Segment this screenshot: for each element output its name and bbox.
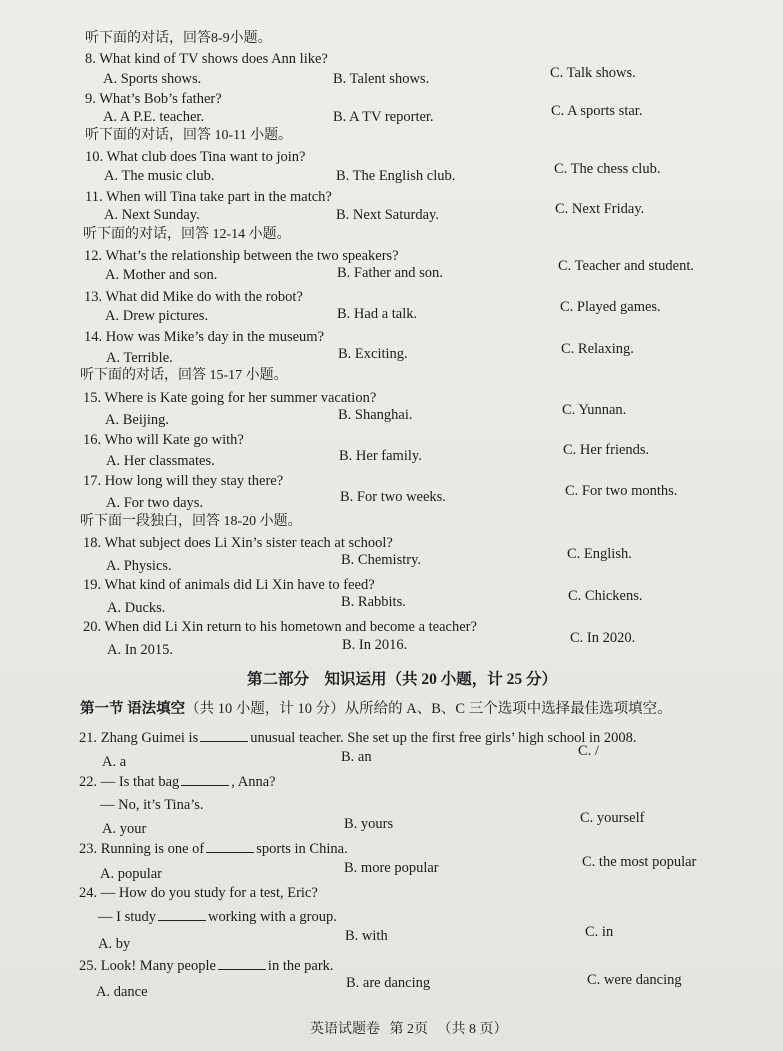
question-22-option-b: B. yours: [344, 816, 394, 832]
question-25-option-c: C. were dancing: [587, 972, 682, 988]
question-22-stem: [79, 773, 276, 791]
question-21-text-after: unusual teacher. She set up the first free girls’ high school in 2008.: [250, 730, 637, 746]
question-11-stem: 11. When will Tina take part in the match?: [85, 189, 332, 205]
question-12-option-c: C. Teacher and student.: [558, 258, 695, 274]
question-15-option-c: C. Yunnan.: [562, 402, 627, 418]
question-22-option-c: C. yourself: [580, 810, 645, 826]
group-heading-10-11: 听下面的对话，回答 10-11 小题。: [85, 128, 293, 143]
question-21-option-a: A. a: [102, 754, 127, 770]
question-9-option-a: A. A P.E. teacher.: [103, 109, 205, 125]
question-24-stem: 24. — How do you study for a test, Eric?: [79, 885, 318, 901]
question-23-text-before: 23. Running is one of: [79, 841, 205, 857]
question-20-option-c: C. In 2020.: [570, 630, 636, 646]
question-10-stem: 10. What club does Tina want to join?: [85, 149, 306, 165]
question-18-option-c: C. English.: [567, 546, 632, 562]
question-9-stem: 9. What’s Bob’s father?: [85, 91, 222, 107]
question-25-text-before: 25. Look! Many people: [79, 958, 216, 974]
question-25-option-b: B. are dancing: [346, 975, 431, 991]
question-17-option-a: A. For two days.: [106, 495, 204, 511]
question-20-option-a: A. In 2015.: [107, 642, 174, 658]
question-17-option-b: B. For two weeks.: [340, 489, 446, 505]
question-9-option-c: C. A sports star.: [551, 103, 643, 119]
question-24-option-c: C. in: [585, 924, 614, 940]
question-19-option-c: C. Chickens.: [568, 588, 643, 604]
question-18-option-b: B. Chemistry.: [341, 552, 422, 568]
question-21-option-c: C. /: [578, 743, 599, 759]
question-13-option-c: C. Played games.: [560, 299, 661, 315]
question-13-option-a: A. Drew pictures.: [105, 308, 209, 324]
question-14-option-c: C. Relaxing.: [561, 341, 634, 357]
question-23-option-a: A. popular: [100, 866, 163, 882]
question-11-option-a: A. Next Sunday.: [104, 207, 200, 223]
question-24-reply: [98, 908, 337, 926]
question-22-option-a: A. your: [102, 821, 147, 837]
question-14-stem: 14. How was Mike’s day in the museum?: [84, 329, 325, 345]
question-22-text-before: 22. — Is that bag: [79, 774, 180, 790]
question-8-option-a: A. Sports shows.: [103, 71, 202, 87]
question-12-option-a: A. Mother and son.: [105, 267, 218, 283]
question-8-option-b: B. Talent shows.: [333, 71, 430, 87]
question-25-option-a: A. dance: [96, 984, 148, 1000]
question-22-text-after: , Anna?: [231, 774, 276, 790]
question-16-option-c: C. Her friends.: [563, 442, 650, 458]
question-10-option-a: A. The music club.: [104, 168, 215, 184]
question-20-stem: 20. When did Li Xin return to his hometown and become a teacher?: [83, 619, 477, 635]
question-11-option-c: C. Next Friday.: [555, 201, 645, 217]
question-23-option-b: B. more popular: [344, 860, 439, 876]
question-8-option-c: C. Talk shows.: [550, 65, 636, 81]
group-heading-12-14: 听下面的对话，回答 12-14 小题。: [83, 227, 291, 242]
question-16-option-b: B. Her family.: [339, 448, 422, 464]
question-12-stem: 12. What’s the relationship between the two speakers?: [84, 248, 399, 264]
question-24-text-before: — I study: [98, 909, 156, 925]
answer-blank: [206, 840, 254, 853]
question-15-stem: 15. Where is Kate going for her summer vacation?: [83, 390, 377, 406]
group-heading-15-17: 听下面的对话，回答 15-17 小题。: [80, 368, 288, 383]
group-heading-18-20: 听下面一段独白，回答 18-20 小题。: [80, 514, 302, 529]
question-10-option-b: B. The English club.: [336, 168, 456, 184]
question-17-stem: 17. How long will they stay there?: [83, 473, 284, 489]
question-19-option-a: A. Ducks.: [107, 600, 166, 616]
question-9-option-b: B. A TV reporter.: [333, 109, 434, 125]
footer-total-pages: （共 8 页）: [437, 1022, 508, 1037]
question-22-reply: — No, it’s Tina’s.: [100, 797, 204, 813]
question-13-stem: 13. What did Mike do with the robot?: [84, 289, 303, 305]
question-21-stem: [79, 729, 637, 747]
question-18-option-a: A. Physics.: [106, 558, 172, 574]
question-21-text-before: 21. Zhang Guimei is: [79, 730, 199, 746]
section-one-instructions: [80, 697, 672, 718]
question-18-stem: 18. What subject does Li Xin’s sister teach at school?: [83, 535, 393, 551]
question-24-option-a: A. by: [98, 936, 131, 952]
question-25-stem: [79, 957, 334, 975]
footer-page-number: 第 2页: [389, 1022, 428, 1037]
question-25-text-after: in the park.: [267, 958, 334, 974]
question-13-option-b: B. Had a talk.: [337, 306, 418, 322]
section-one-description: （共 10 小题，计 10 分）从所给的 A、B、C 三个选项中选择最佳选项填空。: [185, 701, 672, 717]
question-23-text-after: sports in China.: [256, 841, 348, 857]
question-19-stem: 19. What kind of animals did Li Xin have to feed?: [83, 577, 375, 593]
question-15-option-a: A. Beijing.: [105, 412, 170, 428]
part-two-title: 第二部分 知识运用（共 20 小题，计 25 分）: [247, 671, 558, 688]
question-21-option-b: B. an: [341, 749, 372, 765]
group-heading-8-9: 听下面的对话，回答8-9小题。: [85, 31, 272, 46]
answer-blank: [181, 773, 229, 786]
footer-subject: 英语试题卷: [310, 1022, 380, 1037]
question-23-option-c: C. the most popular: [582, 854, 697, 870]
question-24-option-b: B. with: [345, 928, 388, 944]
question-11-option-b: B. Next Saturday.: [336, 207, 439, 223]
page-footer: [310, 1018, 514, 1038]
question-19-option-b: B. Rabbits.: [341, 594, 406, 610]
question-24-text-after: working with a group.: [208, 909, 337, 925]
question-12-option-b: B. Father and son.: [337, 265, 443, 281]
question-16-option-a: A. Her classmates.: [106, 453, 215, 469]
question-20-option-b: B. In 2016.: [342, 637, 408, 653]
answer-blank: [218, 957, 266, 970]
question-14-option-a: A. Terrible.: [106, 350, 173, 366]
question-14-option-b: B. Exciting.: [338, 346, 408, 362]
answer-blank: [158, 908, 206, 921]
section-one-label: 第一节 语法填空: [80, 701, 186, 717]
question-8-stem: 8. What kind of TV shows does Ann like?: [85, 51, 328, 67]
question-17-option-c: C. For two months.: [565, 483, 678, 499]
question-15-option-b: B. Shanghai.: [338, 407, 413, 423]
question-10-option-c: C. The chess club.: [554, 161, 661, 177]
question-16-stem: 16. Who will Kate go with?: [83, 432, 244, 448]
answer-blank: [200, 729, 248, 742]
question-23-stem: [79, 840, 348, 858]
